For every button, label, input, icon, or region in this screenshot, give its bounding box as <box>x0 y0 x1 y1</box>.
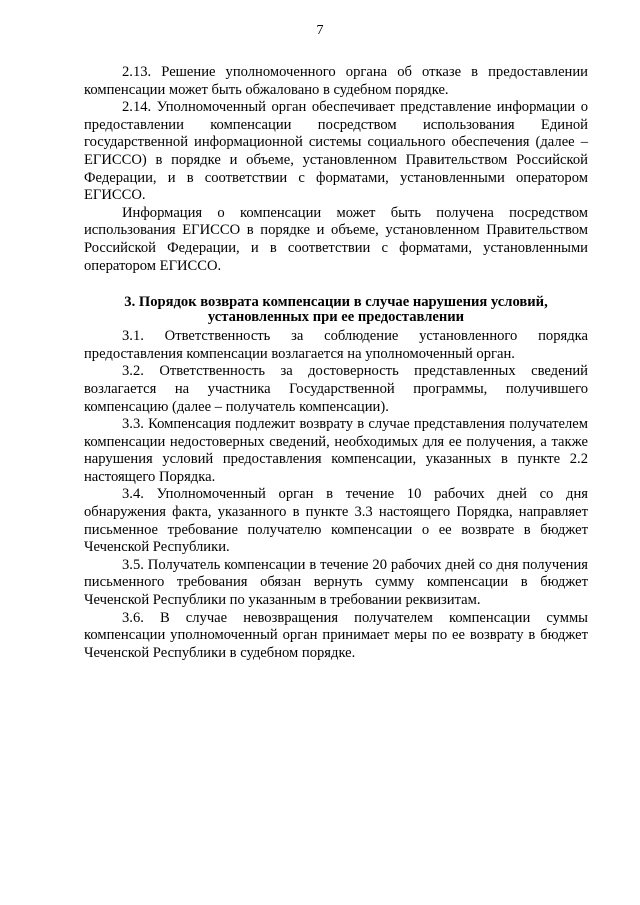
paragraph-3-4: 3.4. Уполномоченный орган в течение 10 рабочих дней со дня обнаружения факта, указанного в пункте 3.3 настоящего Порядка, направляет письменное требование получателю компенсации о ее возврате в бюджет Чеченской Республики. <box>84 486 588 556</box>
section-3-heading-line-2: установленных при ее предоставлении <box>207 309 465 326</box>
section-3-heading-line-1: 3. Порядок возврата компенсации в случае нарушения условий, <box>124 294 548 311</box>
paragraph-3-5: 3.5. Получатель компенсации в течение 20 рабочих дней со дня получения письменного требования обязан вернуть сумму компенсации в бюджет Чеченской Республики по указанным в требовании реквизитам. <box>84 556 588 609</box>
page-number: 7 <box>316 23 324 38</box>
paragraph-3-3: 3.3. Компенсация подлежит возврату в случае представления получателем компенсации недостоверных сведений, необходимых для ее получения, а также нарушения условий предоставления компенсации, указанных в пункте 2.2 настоящего Порядка. <box>84 416 588 485</box>
paragraph-3-6: 3.6. В случае невозвращения получателем компенсации суммы компенсации уполномоченный орган принимает меры по ее возврату в бюджет Чеченской Республики в судебном порядке. <box>84 609 588 661</box>
paragraph-egisso-info: Информация о компенсации может быть получена посредством использования ЕГИССО в порядке и объеме, установленном Правительством Российской Федерации, и в соответствии с форматами, установленными оператором ЕГИССО. <box>84 204 588 274</box>
paragraph-2-13: 2.13. Решение уполномоченного органа об отказе в предоставлении компенсации может быть обжаловано в судебном порядке. <box>84 64 588 98</box>
section-3-heading <box>84 295 588 325</box>
paragraph-3-2: 3.2. Ответственность за достоверность представленных сведений возлагается на участника Государственной программы, получившего компенсацию (далее – получатель компенсации). <box>84 363 588 415</box>
document-body <box>84 64 588 662</box>
paragraph-2-14: 2.14. Уполномоченный орган обеспечивает представление информации о предоставлении компенсации посредством использования Единой государственной информационной системы социального обеспечения (далее – ЕГИССО) в порядке и объеме, установленном Правительством Российской Федерации, и в соответствии с форматами, установленными оператором ЕГИССО. <box>84 99 588 204</box>
paragraph-3-1: 3.1. Ответственность за соблюдение установленного порядка предоставления компенсации возлагается на уполномоченный орган. <box>84 328 588 362</box>
